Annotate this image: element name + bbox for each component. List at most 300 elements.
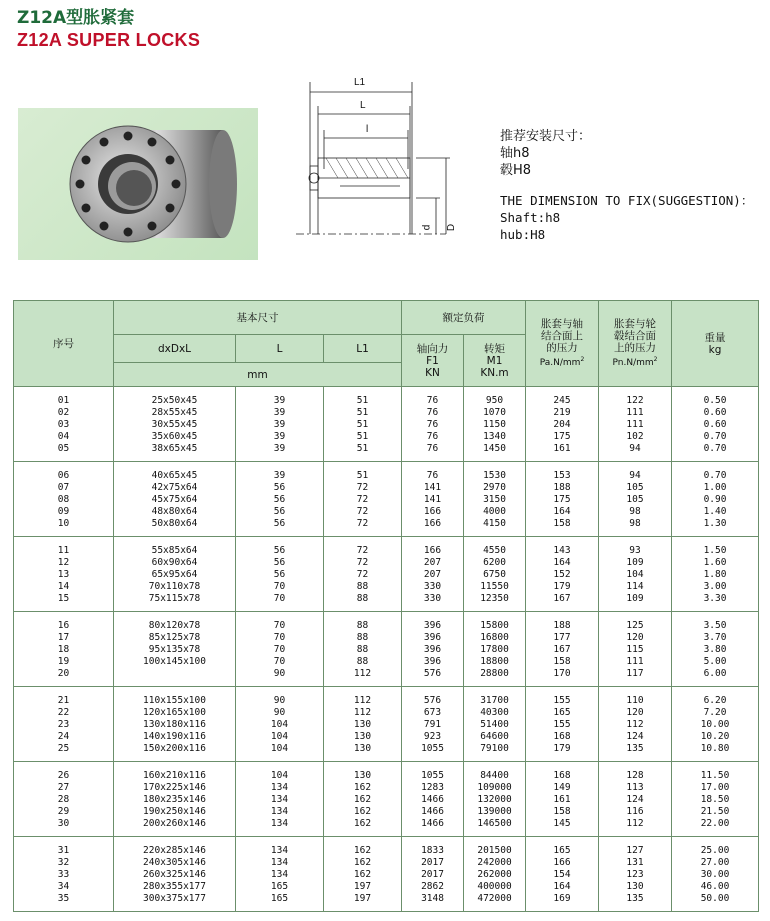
cell-value: 0.60 (703, 407, 727, 418)
cell-value: 950 (485, 395, 504, 406)
cell-value: 56 (273, 506, 286, 517)
spec-table-wrap (13, 300, 758, 912)
cell-value: 51 (356, 470, 369, 481)
cell-value: 21.50 (700, 806, 730, 817)
cell-value: 130 (353, 743, 372, 754)
cell-value: 175 (553, 431, 571, 442)
cell-value: 1283 (421, 782, 444, 793)
cell-value: 114 (626, 581, 644, 592)
cell-M1 (464, 837, 526, 912)
cell-value: 166 (553, 857, 571, 868)
cell-value: 76 (426, 431, 439, 442)
cell-value: 51 (356, 443, 369, 454)
cell-value: 17800 (480, 644, 509, 655)
cell-value: 42x75x64 (151, 482, 198, 493)
cell-M1 (464, 462, 526, 537)
cell-value: 162 (353, 782, 372, 793)
cell-value: 20 (57, 668, 70, 679)
cell-value: 146500 (477, 818, 512, 829)
cell-value: 39 (273, 419, 286, 430)
cell-value: 55x85x64 (151, 545, 198, 556)
cell-value: 56 (273, 545, 286, 556)
cell-value: 0.50 (703, 395, 727, 406)
cell-value: 4550 (483, 545, 506, 556)
cell-value: 76 (426, 407, 439, 418)
cell-value: 3148 (421, 893, 444, 904)
cell-value: 85x125x78 (148, 632, 201, 643)
cell-value: 56 (273, 569, 286, 580)
cell-Pa (526, 837, 599, 912)
cell-value: 30 (57, 818, 70, 829)
cell-value: 39 (273, 443, 286, 454)
cell-value: 152 (553, 569, 571, 580)
cell-value: 18.50 (700, 794, 730, 805)
cell-value: 79100 (480, 743, 509, 754)
cell-kg (672, 537, 759, 612)
cell-Pn (599, 687, 672, 762)
cell-value: 242000 (477, 857, 512, 868)
th-f1 (402, 335, 464, 387)
th-pa-l1: 胀套与轴 (541, 318, 584, 330)
cell-value: 116 (626, 806, 644, 817)
label-d: d (421, 224, 433, 231)
cell-value: 170 (553, 668, 571, 679)
cell-value: 112 (626, 719, 644, 730)
cell-value: 1.40 (703, 506, 727, 517)
cell-L (236, 837, 324, 912)
cell-value: 11550 (480, 581, 509, 592)
cell-value: 158 (553, 656, 571, 667)
cell-value: 1450 (483, 443, 506, 454)
cell-value: 35 (57, 893, 70, 904)
cell-F1 (402, 387, 464, 462)
cell-value: 72 (356, 494, 369, 505)
cell-value: 88 (356, 632, 369, 643)
cell-L1 (324, 762, 402, 837)
cell-value: 40300 (480, 707, 509, 718)
cell-value: 115 (626, 644, 644, 655)
cell-value: 30.00 (700, 869, 730, 880)
cell-value: 51 (356, 395, 369, 406)
cell-value: 155 (553, 719, 571, 730)
cell-value: 5.00 (703, 656, 727, 667)
cell-value: 80x120x78 (148, 620, 201, 631)
cell-value: 05 (57, 443, 70, 454)
cell-value: 396 (423, 620, 442, 631)
cell-value: 177 (553, 632, 571, 643)
fix-cn-hub: 毂H8 (500, 163, 532, 178)
cell-value: 51400 (480, 719, 509, 730)
cell-value: 28 (57, 794, 70, 805)
cell-value: 2017 (421, 857, 444, 868)
cell-value: 111 (626, 407, 644, 418)
title-cn: Z12A型胀紧套 (17, 8, 135, 28)
cell-value: 167 (553, 593, 571, 604)
cell-value: 0.70 (703, 443, 727, 454)
cell-value: 162 (353, 806, 372, 817)
cell-value: 145 (553, 818, 571, 829)
cell-value: 88 (356, 656, 369, 667)
cell-Pn (599, 837, 672, 912)
cell-value: 124 (626, 794, 644, 805)
cell-value: 111 (626, 419, 644, 430)
cell-value: 51 (356, 419, 369, 430)
cell-value: 154 (553, 869, 571, 880)
cell-Pn (599, 612, 672, 687)
cell-value: 70x110x78 (148, 581, 201, 592)
cell-value: 135 (626, 743, 644, 754)
cell-value: 2017 (421, 869, 444, 880)
th-f1-l3: KN (425, 366, 440, 379)
th-no: 序号 (14, 301, 114, 387)
cell-value: 11.50 (700, 770, 730, 781)
cell-value: 01 (57, 395, 70, 406)
cell-value: 56 (273, 557, 286, 568)
fix-cn-title: 推荐安装尺寸： (500, 129, 592, 144)
cell-value: 45x75x64 (151, 494, 198, 505)
cell-value: 130 (353, 731, 372, 742)
cell-value: 1466 (421, 794, 444, 805)
cell-value: 3150 (483, 494, 506, 505)
cell-L1 (324, 387, 402, 462)
cell-value: 120 (626, 632, 644, 643)
cell-value: 3.50 (703, 620, 727, 631)
cell-value: 02 (57, 407, 70, 418)
cell-value: 162 (353, 857, 372, 868)
cell-L1 (324, 537, 402, 612)
cell-value: 50x80x64 (151, 518, 198, 529)
cell-value: 72 (356, 482, 369, 493)
th-f1-l2: F1 (426, 354, 439, 367)
cell-value: 4000 (483, 506, 506, 517)
cell-value: 100x145x100 (143, 656, 206, 667)
cell-Pn (599, 462, 672, 537)
cell-value: 70 (273, 593, 286, 604)
th-L1: L1 (324, 335, 402, 363)
cell-value: 06 (57, 470, 70, 481)
cell-value: 1.80 (703, 569, 727, 580)
cell-M1 (464, 537, 526, 612)
cell-no (14, 612, 114, 687)
cell-value: 141 (423, 482, 442, 493)
cell-value: 219 (553, 407, 571, 418)
cell-value: 158 (553, 518, 571, 529)
cell-value: 576 (423, 668, 442, 679)
cell-value: 88 (356, 620, 369, 631)
cell-value: 94 (629, 470, 641, 481)
cell-value: 6.20 (703, 695, 727, 706)
cell-value: 112 (626, 818, 644, 829)
cell-value: 111 (626, 656, 644, 667)
cell-value: 104 (270, 770, 289, 781)
cell-value: 34 (57, 881, 70, 892)
cell-value: 31 (57, 845, 70, 856)
cell-value: 150x200x116 (143, 743, 206, 754)
cell-F1 (402, 537, 464, 612)
cell-kg (672, 837, 759, 912)
cell-value: 105 (626, 482, 644, 493)
cell-value: 14 (57, 581, 70, 592)
cell-value: 88 (356, 593, 369, 604)
cell-value: 75x115x78 (148, 593, 201, 604)
cell-value: 65x95x64 (151, 569, 198, 580)
cell-value: 131 (626, 857, 644, 868)
cell-value: 1530 (483, 470, 506, 481)
cell-value: 1833 (421, 845, 444, 856)
cell-value: 134 (270, 857, 289, 868)
cell-value: 72 (356, 569, 369, 580)
cell-value: 1150 (483, 419, 506, 430)
th-dxdxl: dxDxL (114, 335, 236, 363)
cell-value: 2862 (421, 881, 444, 892)
cell-F1 (402, 462, 464, 537)
cell-value: 104 (270, 719, 289, 730)
label-l: l (366, 124, 369, 135)
cell-value: 51 (356, 431, 369, 442)
cell-value: 08 (57, 494, 70, 505)
cell-value: 165 (270, 881, 289, 892)
cell-value: 70 (273, 656, 286, 667)
cell-kg (672, 612, 759, 687)
cell-L1 (324, 687, 402, 762)
cell-L (236, 762, 324, 837)
cell-M1 (464, 612, 526, 687)
cell-value: 262000 (477, 869, 512, 880)
table-row-group (14, 537, 759, 612)
cell-value: 12 (57, 557, 70, 568)
cell-value: 125 (626, 620, 644, 631)
th-m1-l1: 转矩 (484, 342, 506, 355)
th-pa-sup: 2 (580, 356, 585, 363)
cell-value: 6.00 (703, 668, 727, 679)
th-f1-l1: 轴向力 (416, 342, 449, 355)
cell-value: 2970 (483, 482, 506, 493)
cell-value: 90 (273, 695, 286, 706)
cell-Pn (599, 762, 672, 837)
cell-Pa (526, 612, 599, 687)
cell-value: 4150 (483, 518, 506, 529)
cell-value: 220x285x146 (143, 845, 206, 856)
th-pn-sup: 2 (653, 356, 658, 363)
cell-L (236, 537, 324, 612)
cell-value: 0.60 (703, 419, 727, 430)
cell-L1 (324, 462, 402, 537)
cell-value: 168 (553, 731, 571, 742)
cell-size (114, 462, 236, 537)
cell-value: 56 (273, 518, 286, 529)
cell-value: 110x155x100 (143, 695, 206, 706)
cell-value: 400000 (477, 881, 512, 892)
cell-value: 11 (57, 545, 70, 556)
cell-size (114, 762, 236, 837)
cell-value: 50.00 (700, 893, 730, 904)
cell-value: 19 (57, 656, 70, 667)
cell-value: 143 (553, 545, 571, 556)
cell-no (14, 462, 114, 537)
cell-value: 70 (273, 581, 286, 592)
cell-value: 166 (423, 518, 442, 529)
cell-value: 134 (270, 782, 289, 793)
cell-value: 40x65x45 (151, 470, 198, 481)
cell-value: 180x235x146 (143, 794, 206, 805)
cell-value: 29 (57, 806, 70, 817)
cell-F1 (402, 762, 464, 837)
cell-value: 260x325x146 (143, 869, 206, 880)
cell-value: 76 (426, 419, 439, 430)
cell-value: 48x80x64 (151, 506, 198, 517)
cell-value: 127 (626, 845, 644, 856)
cell-value: 25.00 (700, 845, 730, 856)
cell-value: 21 (57, 695, 70, 706)
cell-value: 12350 (480, 593, 509, 604)
cell-value: 188 (553, 482, 571, 493)
cell-value: 169 (553, 893, 571, 904)
cell-F1 (402, 612, 464, 687)
fix-en-shaft: Shaft:h8 (500, 210, 561, 225)
cell-value: 1466 (421, 806, 444, 817)
table-row-group (14, 762, 759, 837)
cell-value: 6750 (483, 569, 506, 580)
cell-value: 162 (353, 845, 372, 856)
cell-value: 72 (356, 557, 369, 568)
cell-value: 124 (626, 731, 644, 742)
cell-value: 28x55x45 (151, 407, 198, 418)
cell-M1 (464, 687, 526, 762)
cell-value: 134 (270, 818, 289, 829)
cell-value: 120 (626, 707, 644, 718)
cell-kg (672, 462, 759, 537)
cell-value: 1340 (483, 431, 506, 442)
cell-value: 158 (553, 806, 571, 817)
cell-value: 25 (57, 743, 70, 754)
cell-value: 166 (423, 545, 442, 556)
cell-value: 10.00 (700, 719, 730, 730)
cell-value: 104 (270, 743, 289, 754)
cell-value: 93 (629, 545, 641, 556)
cell-value: 17.00 (700, 782, 730, 793)
th-pn-l1: 胀套与轮 (614, 318, 657, 330)
cell-value: 98 (629, 518, 641, 529)
cell-value: 112 (353, 695, 372, 706)
table-row-group (14, 687, 759, 762)
cell-value: 200x260x146 (143, 818, 206, 829)
cell-value: 161 (553, 794, 571, 805)
fix-suggestion (500, 128, 753, 243)
cell-value: 122 (626, 395, 644, 406)
cell-value: 207 (423, 569, 442, 580)
th-m1-l2: M1 (486, 354, 503, 367)
cell-kg (672, 387, 759, 462)
cell-value: 1055 (421, 770, 444, 781)
cell-value: 134 (270, 845, 289, 856)
cell-value: 130 (353, 719, 372, 730)
cell-value: 18 (57, 644, 70, 655)
cell-value: 164 (553, 506, 571, 517)
cell-value: 162 (353, 794, 372, 805)
cell-value: 110 (626, 695, 644, 706)
cell-value: 0.70 (703, 470, 727, 481)
cell-value: 164 (553, 557, 571, 568)
table-row-group (14, 612, 759, 687)
cell-value: 38x65x45 (151, 443, 198, 454)
cell-value: 33 (57, 869, 70, 880)
cell-Pa (526, 762, 599, 837)
cell-value: 190x250x146 (143, 806, 206, 817)
cell-value: 149 (553, 782, 571, 793)
cell-value: 135 (626, 893, 644, 904)
spec-table (13, 300, 759, 912)
product-photo (18, 108, 258, 260)
th-pn (599, 301, 672, 387)
cell-value: 1.30 (703, 518, 727, 529)
cell-L (236, 687, 324, 762)
cell-value: 330 (423, 593, 442, 604)
cell-value: 1.60 (703, 557, 727, 568)
cell-value: 104 (270, 731, 289, 742)
cell-value: 300x375x177 (143, 893, 206, 904)
cell-value: 109 (626, 593, 644, 604)
th-m1 (464, 335, 526, 387)
cell-value: 201500 (477, 845, 512, 856)
cell-value: 27.00 (700, 857, 730, 868)
cell-value: 140x190x116 (143, 731, 206, 742)
cell-value: 7.20 (703, 707, 727, 718)
th-weight-l2: kg (708, 343, 722, 356)
th-m1-l3: KN.m (480, 366, 509, 379)
cell-value: 24 (57, 731, 70, 742)
cell-value: 576 (423, 695, 442, 706)
cell-size (114, 537, 236, 612)
cell-value: 70 (273, 620, 286, 631)
cell-value: 56 (273, 494, 286, 505)
cell-value: 179 (553, 581, 571, 592)
cell-value: 207 (423, 557, 442, 568)
cell-value: 6200 (483, 557, 506, 568)
th-L: L (236, 335, 324, 363)
cell-value: 165 (270, 893, 289, 904)
cell-Pa (526, 462, 599, 537)
cell-Pa (526, 537, 599, 612)
fix-en-hub: hub:H8 (500, 227, 546, 242)
th-weight (672, 301, 759, 387)
cell-value: 1.50 (703, 545, 727, 556)
cell-value: 3.00 (703, 581, 727, 592)
cell-L1 (324, 612, 402, 687)
cell-value: 10.80 (700, 743, 730, 754)
cell-value: 162 (353, 818, 372, 829)
cell-value: 22 (57, 707, 70, 718)
cell-value: 168 (553, 770, 571, 781)
cell-value: 3.30 (703, 593, 727, 604)
cell-value: 102 (626, 431, 644, 442)
cell-value: 76 (426, 395, 439, 406)
cell-value: 120x165x100 (143, 707, 206, 718)
th-pa-l3: 的压力 (546, 342, 578, 354)
table-row-group (14, 837, 759, 912)
th-rated: 额定负荷 (402, 301, 526, 335)
cell-value: 134 (270, 869, 289, 880)
th-pa-l2: 结合面上 (541, 330, 584, 342)
cell-value: 17 (57, 632, 70, 643)
cell-value: 130 (626, 881, 644, 892)
th-pn-l2: 毂结合面 (614, 330, 657, 342)
cell-value: 472000 (477, 893, 512, 904)
cell-value: 396 (423, 644, 442, 655)
cell-kg (672, 762, 759, 837)
cell-L1 (324, 837, 402, 912)
th-pn-unit: Pn.N/mm (612, 358, 654, 368)
cell-value: 109000 (477, 782, 512, 793)
